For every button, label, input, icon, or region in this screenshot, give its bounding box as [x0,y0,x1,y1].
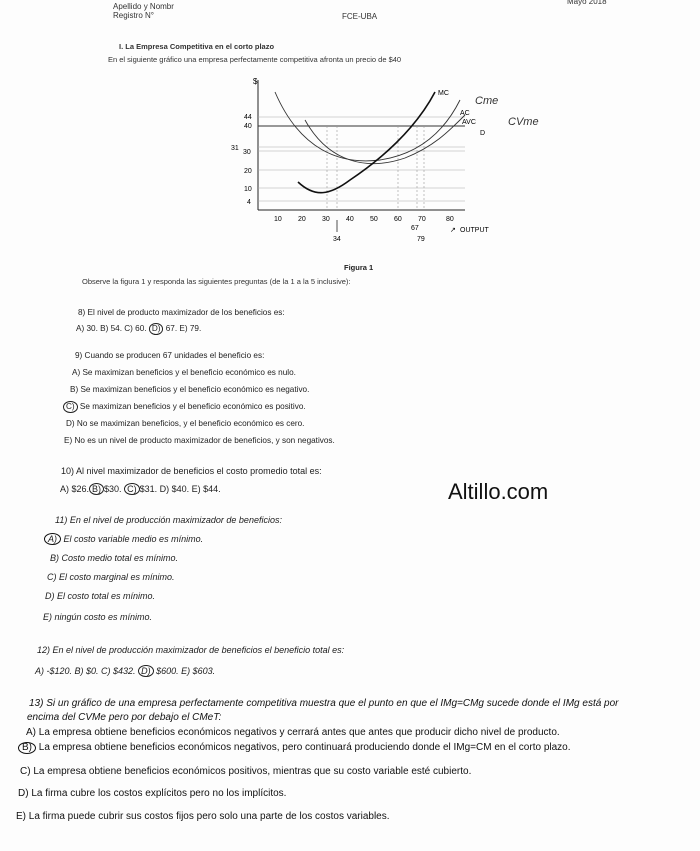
ac-label: AC [460,110,470,117]
q8-text: 8) El nivel de producto maximizador de los beneficios es: [78,308,285,317]
x-axis-label: OUTPUT [460,227,489,234]
q13-option-a: A) La empresa obtiene beneficios económicos negativos y cerrará antes que antes que producir dicho nivel de producto. [26,727,560,738]
y-tick-4: 4 [247,199,251,206]
cost-curves-figure [220,70,539,270]
x-tick-20: 20 [298,216,306,223]
registration-label: Registro N° [113,11,154,20]
handwritten-cme: Cme [475,95,499,107]
q10-part-1: A) $26. [60,484,90,494]
q11-text: 11) En el nivel de producción maximizador de beneficios: [55,515,282,525]
q13-line-1: 13) Si un gráfico de una empresa perfectamente competitiva muestra que el punto en que el IMg=CMg sucede donde el IMg está por [29,698,619,709]
q13-option-b [18,742,571,754]
q9-option-c-text: Se maximizan beneficios y el beneficio económico es positivo. [79,402,306,411]
instructions: Observe la figura 1 y responda las siguientes preguntas (de la 1 a la 5 inclusive): [82,277,351,286]
x-tick-80: 80 [446,216,454,223]
q12-text: 12) En el nivel de producción maximizador de beneficios el beneficio total es: [37,645,345,655]
q12-options-b: $600. E) $603. [156,666,216,676]
x-extra-67: 67 [411,225,419,232]
figure-caption: Figura 1 [344,263,374,272]
q8-circled-answer: D) [149,323,164,335]
watermark: Altillo.com [448,479,549,504]
section-title: I. La Empresa Competitiva en el corto plazo [119,42,275,51]
q9-circled-answer: C) [63,401,78,413]
institution-label: FCE-UBA [342,12,378,21]
x-extra-34: 34 [333,236,341,243]
q8-options [76,323,201,335]
q10-circled-c: C) [124,483,140,495]
q11-option-e: E) ningún costo es mínimo. [43,612,153,622]
output-arrow-icon: ↗ [450,227,456,234]
q13-line-2: encima del CVMe pero por debajo el CMeT: [27,712,222,723]
x-tick-30: 30 [322,216,330,223]
mc-curve [298,92,435,193]
x-extra-79: 79 [417,236,425,243]
demand-label: D [480,130,486,137]
q10-options [60,483,221,495]
q11-circled-answer: A) [44,533,61,545]
x-tick-50: 50 [370,216,378,223]
q13-option-e: E) La firma puede cubrir sus costos fijos pero solo una parte de los costos variables. [16,811,390,822]
handwritten-cvme: CVme [508,116,539,128]
q9-option-b: B) Se maximizan beneficios y el beneficio económico es negativo. [70,385,310,394]
y-tick-20: 20 [244,168,252,175]
q10-text: 10) Al nivel maximizador de beneficios el costo promedio total es: [61,466,322,476]
q10-circled-b: B) [89,483,104,495]
q12-options [35,665,215,677]
q9-text: 9) Cuando se producen 67 unidades el beneficio es: [75,351,265,360]
x-tick-10: 10 [274,216,282,223]
avc-curve [305,115,465,164]
q13-option-d: D) La firma cubre los costos explícitos pero no los implícitos. [18,788,287,799]
q10-part-3: $31. D) $40. E) $44. [139,484,221,494]
q9-option-d: D) No se maximizan beneficios, y el beneficio económico es cero. [66,419,305,428]
avc-label: AVC [462,119,476,126]
q11-option-a [44,533,203,545]
name-label: Apellido y Nombr [113,2,174,11]
y-tick-31: 31 [231,145,239,152]
q12-circled-answer: D) [138,665,154,677]
q13-option-b-text: La empresa obtiene beneficios económicos negativos, pero continuará produciendo donde el IMg=CM en el corto plazo. [38,742,571,753]
x-tick-40: 40 [346,216,354,223]
y-tick-10: 10 [244,186,252,193]
q11-option-b: B) Costo medio total es mínimo. [50,553,179,563]
exam-date: Mayo 2018 [567,0,607,6]
x-tick-60: 60 [394,216,402,223]
q9-option-c [63,401,306,413]
q9-option-a: A) Se maximizan beneficios y el beneficio económico es nulo. [72,368,296,377]
q13-circled-answer: B) [18,742,36,754]
q8-options-a: A) 30. B) 54. C) 60. [76,324,147,333]
q10-part-2: $30. [104,484,122,494]
q12-options-a: A) -$120. B) $0. C) $432. [35,666,136,676]
x-tick-70: 70 [418,216,426,223]
y-axis-label: $ [253,77,258,86]
q11-option-d: D) El costo total es mínimo. [45,591,156,601]
q8-options-b: 67. E) 79. [165,324,202,333]
section-intro: En el siguiente gráfico una empresa perfectamente competitiva afronta un precio de $40 [108,55,402,64]
y-tick-40: 40 [244,123,252,130]
q9-option-e: E) No es un nivel de producto maximizador de beneficios, y son negativos. [64,436,335,445]
q13-option-c: C) La empresa obtiene beneficios económicos positivos, mientras que su costo variable esté cubierto. [20,766,472,777]
q11-option-c: C) El costo marginal es mínimo. [47,572,175,582]
mc-label: MC [438,90,449,97]
y-tick-44: 44 [244,114,252,121]
y-tick-30: 30 [243,149,251,156]
q11-option-a-text: El costo variable medio es mínimo. [63,534,204,544]
